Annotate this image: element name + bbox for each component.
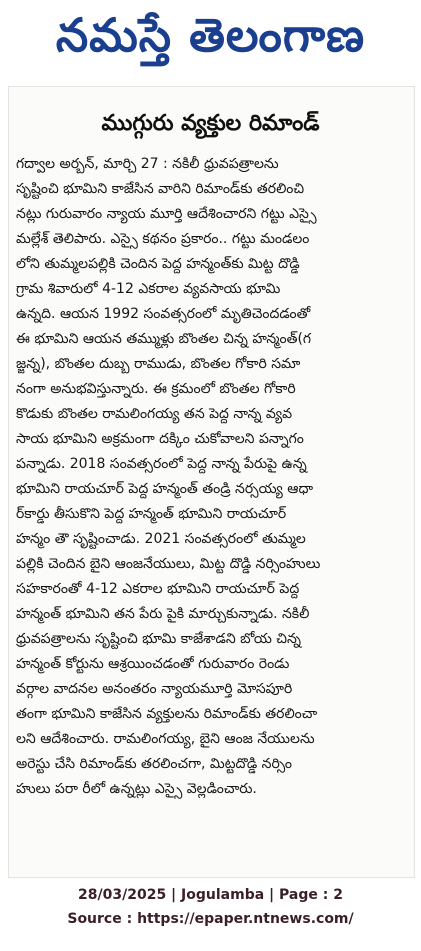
footer-date-line: 28/03/2025 | Jogulamba | Page : 2 bbox=[78, 887, 343, 903]
article-line: పల్లికి చెందిన బైని ఆంజనేయులు, మిట్ట దొడ్డి నర్సింహులు bbox=[16, 556, 321, 572]
article-line: హులు పరా రీలో ఉన్నట్లు ఎస్సై వెల్లడించారు. bbox=[16, 781, 257, 797]
article-line: హన్మంత్ భూమిని తన పేరు పైకి మార్చుకున్నాడు. నకిలీ bbox=[16, 606, 310, 622]
article-line: జ్జన్న), బొంతల దుబ్బ రాముడు, బొంతల గోకారి సమా bbox=[16, 356, 301, 372]
article-line: మల్లేశ్ తెలిపారు. ఎస్సై కథనం ప్రకారం.. గట్టు మండలం bbox=[16, 231, 310, 247]
article-line: లని ఆదేశించారు. రామలింగయ్య, బైని ఆంజ నేయులను bbox=[16, 731, 315, 747]
article-line: హన్మంత్ కోర్టును ఆశ్రయించడంతో గురువారం రెండు bbox=[16, 656, 290, 672]
article-headline bbox=[8, 108, 413, 144]
footer-source-line: Source : https://epaper.ntnews.com/ bbox=[67, 911, 354, 927]
article-line: కొడుకు బొంతల రామలింగయ్య తన పెద్ద నాన్న వ్యవ bbox=[16, 406, 293, 422]
headline-text: ముగ్గురు వ్యక్తుల రిమాండ్ bbox=[101, 111, 320, 136]
article-body bbox=[16, 152, 405, 802]
article-line: గద్వాల అర్బన్, మార్చి 27 : నకిలీ ధ్రువపత్రాలను bbox=[16, 156, 279, 172]
article-line: ధ్రువపత్రాలను సృష్టించి భూమి కాజేశాడని బోయ చిన్న bbox=[16, 631, 302, 647]
article-line: తంగా భూమిని కాజేసిన వ్యక్తులను రిమాండ్‌కు తరలించా bbox=[16, 706, 318, 722]
article-line: ఉన్నది. ఆయన 1992 సంవత్సరంలో మృతిచెందడంతో bbox=[16, 306, 311, 322]
article-line: హన్మం తౌ సృష్టించాడు. 2021 సంవత్సరంలో తుమ్మల bbox=[16, 531, 306, 547]
article-line: భూమిని రాయచూర్ పెద్ద హన్మంత్ తండ్రి నర్సయ్య ఆధా bbox=[16, 481, 314, 497]
newspaper-title: నమస్తే తెలంగాణ bbox=[55, 8, 366, 62]
article-line: నంగా అనుభవిస్తున్నారు. ఈ క్రమంలో బొంతల గోకారి bbox=[16, 381, 296, 397]
article-line: వర్గాల వాదనల అనంతరం న్యాయమూర్తి మోసపూరి bbox=[16, 681, 293, 697]
article-line: ర్‌కార్డు తీసుకొని పెద్ద హన్మంత్ భూమిని రాయచూర్ bbox=[16, 506, 287, 522]
article-line: సాయ భూమిని అక్రమంగా దక్కిం చుకోవాలని పన్నాగం bbox=[16, 431, 304, 447]
article-line: ఈ భూమిని ఆయన తమ్ముళ్లు బొంతల చిన్న హన్మంత్(గ bbox=[16, 331, 312, 347]
newspaper-masthead bbox=[6, 2, 415, 80]
article-line: సృష్టించి భూమిని కాజేసిన వారిని రిమాండ్‌కు తరలించి bbox=[16, 181, 305, 197]
article-line: గ్రామ శివారులో 4-12 ఎకరాల వ్యవసాయ భూమి bbox=[16, 281, 281, 297]
article-line: నట్లు గురువారం న్యాయ మూర్తి ఆదేశించారని గట్టు ఎస్సై bbox=[16, 206, 317, 222]
article-line: అరెస్టు చేసి రిమాండ్‌కు తరలించగా, మిట్టదొడ్డి నర్సిం bbox=[16, 756, 292, 772]
article-line: లోని తుమ్మలపల్లికి చెందిన పెద్ద హన్మంత్‌కు మిట్ట దొడ్డి bbox=[16, 256, 300, 272]
article-line: పన్నాడు. 2018 సంవత్సరంలో పెద్ద నాన్న పేరుపై ఉన్న bbox=[16, 456, 307, 472]
article-line: సహకారంతో 4-12 ఎకరాల భూమిని రాయచూర్ పెద్ద bbox=[16, 581, 300, 597]
